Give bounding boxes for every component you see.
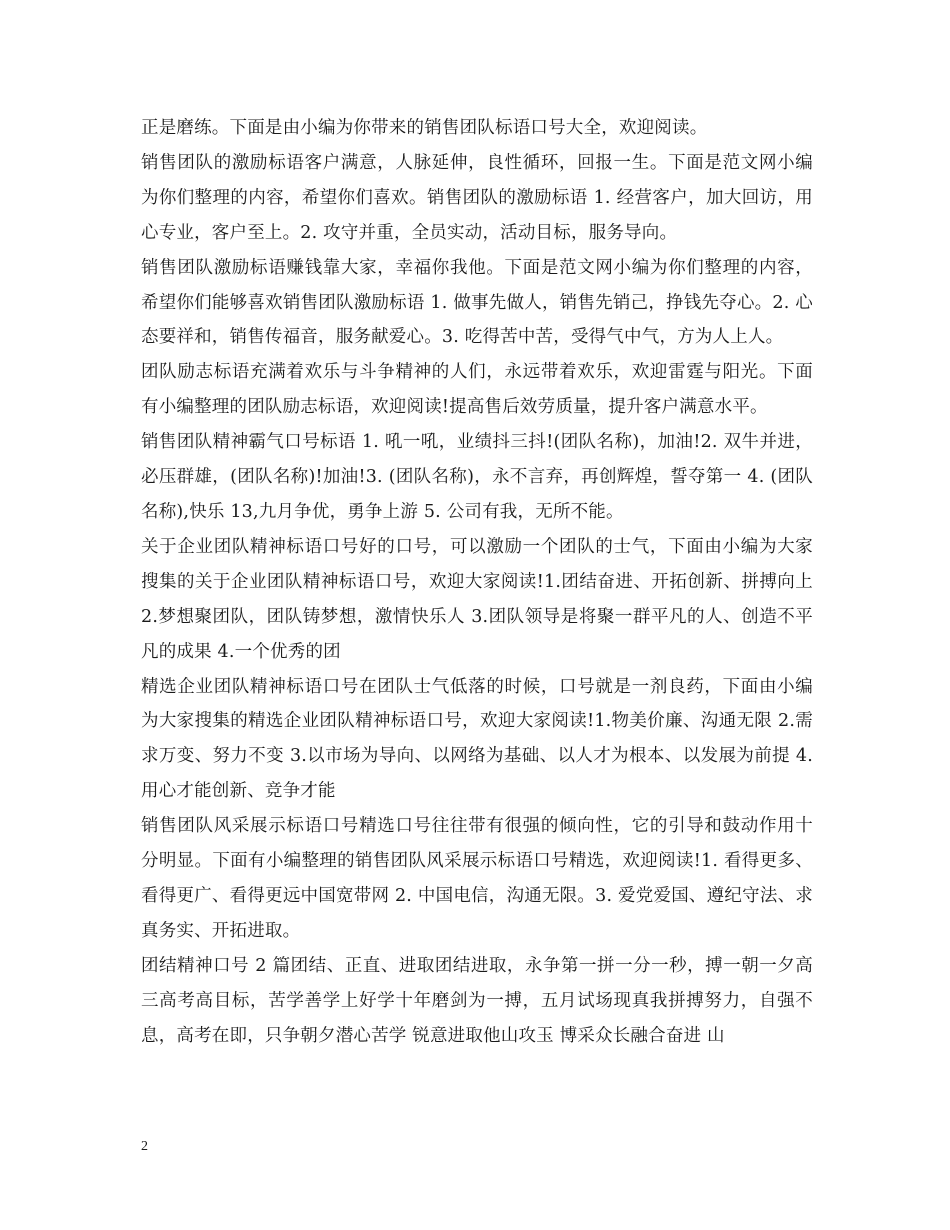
paragraph-7: 精选企业团队精神标语口号在团队士气低落的时候，口号就是一剂良药，下面由小编为大家搜集的精选企业团队精神标语口号，欢迎大家阅读!1.物美价廉、沟通无限 2.需求万变、努力不变 3.以市场为导向、以网络为基础、以人才为根本、以发展为前提 4.用心才能创新、竞争才能 (141, 676, 813, 802)
paragraph-5: 销售团队精神霸气口号标语 1. 吼一吼，业绩抖三抖!(团队名称)，加油!2. 双牛并进，必压群雄，(团队名称)!加油!3. (团队名称)，永不言弃，再创辉煌，誓夺第一 4. (团队名称),快乐 13,九月争优，勇争上游 5. 公司有我，无所不能。 (141, 432, 813, 522)
paragraph-1: 正是磨练。下面是由小编为你带来的销售团队标语口号大全，欢迎阅读。 (141, 118, 708, 138)
paragraph-4: 团队励志标语充满着欢乐与斗争精神的人们，永远带着欢乐，欢迎雷霆与阳光。下面有小编整理的团队励志标语，欢迎阅读!提高售后效劳质量，提升客户满意水平。 (141, 362, 813, 418)
page-number: 2 (141, 1139, 148, 1154)
paragraph-3: 销售团队激励标语赚钱靠大家，幸福你我他。下面是范文网小编为你们整理的内容，希望你们能够喜欢销售团队激励标语 1. 做事先做人，销售先销己，挣钱先夺心。2. 心态要祥和，销售传福音，服务献爱心。3. 吃得苦中苦，受得气中气，方为人上人。 (141, 257, 813, 348)
paragraph-9: 团结精神口号 2 篇团结、正直、进取团结进取，永争第一拼一分一秒，搏一朝一夕高三高考高目标，苦学善学上好学十年磨剑为一搏，五月试场现真我拼搏努力，自强不息，高考在即，只争朝夕潜心苦学 锐意进取他山攻玉 博采众长融合奋进 山 (141, 955, 813, 1046)
paragraph-8: 销售团队风采展示标语口号精选口号往往带有很强的倾向性，它的引导和鼓动作用十分明显。下面有小编整理的销售团队风采展示标语口号精选，欢迎阅读!1. 看得更多、看得更广、看得更远中国宽带网 2. 中国电信，沟通无限。3. 爱党爱国、遵纪守法、求真务实、开拓进取。 (141, 816, 813, 941)
document-body (141, 111, 813, 1053)
paragraph-2: 销售团队的激励标语客户满意，人脉延伸，良性循环，回报一生。下面是范文网小编为你们整理的内容，希望你们喜欢。销售团队的激励标语 1. 经营客户，加大回访，用心专业，客户至上。2. 攻守并重，全员实动，活动目标，服务导向。 (141, 152, 813, 243)
paragraph-6: 关于企业团队精神标语口号好的口号，可以激励一个团队的士气，下面由小编为大家搜集的关于企业团队精神标语口号，欢迎大家阅读!1.团结奋进、开拓创新、拼搏向上 2.梦想聚团队，团队铸梦想，激情快乐人 3.团队领导是将聚一群平凡的人、创造不平凡的成果 4.一个优秀的团 (141, 536, 813, 662)
